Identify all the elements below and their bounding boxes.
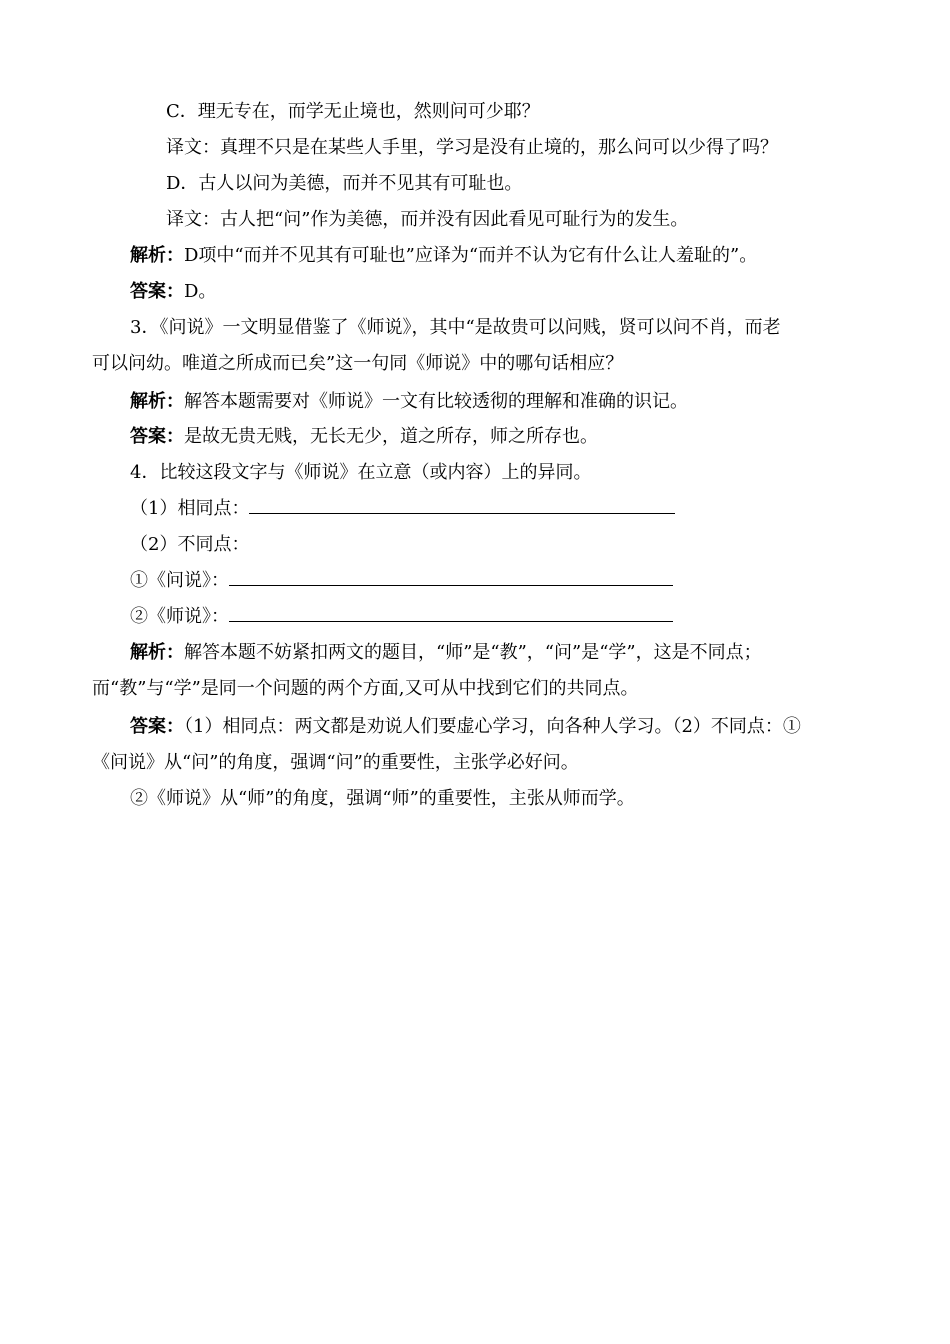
option-c-translation: 译文：真理不只是在某些人手里，学习是没有止境的，那么问可以少得了吗？ [166,137,778,158]
option-d-translation: 译文：古人把“问”作为美德，而并没有因此看见可耻行为的发生。 [166,209,689,230]
q4-answer-line1 [130,715,801,739]
q3-question-line2: 可以问幼。唯道之所成而已矣”这一句同《师说》中的哪句话相应？ [92,353,624,374]
q4-question: 4．比较这段文字与《师说》在立意（或内容）上的异同。 [130,462,592,483]
shishuo-answer-blank[interactable] [229,605,673,622]
answer-label: 答案： [130,716,184,737]
q2-answer [130,280,216,304]
q4-answer-line2: 《问说》从“问”的角度，强调“问”的重要性，主张学必好问。 [92,752,579,773]
q4-shishuo-row [130,605,673,629]
similar-label: （1）相同点： [130,498,250,519]
option-c-text: C．理无专在，而学无止境也，然则问可少耶？ [166,101,540,122]
q4-wenshuo-row [130,569,673,593]
option-d-text: D．古人以问为美德，而并不见其有可耻也。 [166,173,523,194]
wenshuo-label: ①《问说》： [130,570,229,591]
q4-similar-row [130,497,675,521]
analysis-label: 解析： [130,245,184,266]
answer-text: D。 [184,281,217,302]
answer-label: 答案： [130,281,184,302]
q4-answer-line3: ②《师说》从“师”的角度，强调“师”的重要性，主张从师而学。 [130,788,635,809]
q2-analysis [130,244,757,268]
analysis-label: 解析： [130,391,184,412]
q3-question-line1: 3．《问说》一文明显借鉴了《师说》，其中“是故贵可以问贱，贤可以问不肖，而老 [130,317,781,338]
shishuo-label: ②《师说》： [130,606,229,627]
answer-text: （1）相同点：两文都是劝说人们要虚心学习，向各种人学习。（2）不同点：① [184,716,801,737]
analysis-label: 解析： [130,642,184,663]
analysis-text: 解答本题不妨紧扣两文的题目，“师”是“教”，“问”是“学”，这是不同点； [184,642,762,663]
q4-different-label: （2）不同点： [130,534,250,555]
answer-text: 是故无贵无贱，无长无少，道之所存，师之所存也。 [184,426,598,447]
analysis-text: D项中“而并不见其有可耻也”应译为“而并不认为它有什么让人羞耻的”。 [184,245,758,266]
q3-answer [130,425,598,449]
q4-analysis-line1 [130,641,762,665]
analysis-text: 解答本题需要对《师说》一文有比较透彻的理解和准确的识记。 [184,391,688,412]
q3-analysis [130,390,688,414]
wenshuo-answer-blank[interactable] [229,569,673,586]
answer-label: 答案： [130,426,184,447]
q4-analysis-line2: 而“教”与“学”是同一个问题的两个方面,又可从中找到它们的共同点。 [92,678,639,699]
similar-answer-blank[interactable] [249,497,675,514]
